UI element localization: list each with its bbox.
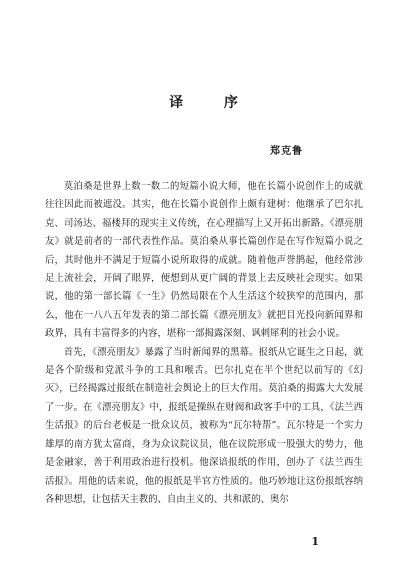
body-text — [45, 178, 363, 509]
paragraph: 首先，《漂亮朋友》暴露了当时新闻界的黑幕。报纸从它诞生之日起，就是各个阶级和党派斗争的工具和喉舌。巴尔扎克在半个世纪以前写的《幻灭》，已经揭露过报纸在制造社会舆论上的巨大作用。莫泊桑的揭露大大发展了一步。在《漂亮朋友》中，报纸是操纵在财阀和政客手中的工具，《法兰西生活报》的后台老板是一批众议员，被称为“瓦尔特帮”。瓦尔特是一个实力雄厚的南方犹太富商，身为众议院议员，他在议院形成一股强大的势力，他是金融家，善于利用政治进行投机。他深谙报纸的作用，创办了《法兰西生活报》。用他的话来说，他的报纸是半官方性质的。他巧妙地让这份报纸容纳各种思想，让包括天主教的、自由主义的、共和派的、奥尔 — [45, 346, 363, 505]
paragraph: 莫泊桑是世界上数一数二的短篇小说大师，他在长篇小说创作上的成就往往因此而被遮没。其实，他在长篇小说创作上颇有建树：他继承了巴尔扎克、司汤达、福楼拜的现实主义传统，在心理描写上又开拓出新路。《漂亮朋友》就是前者的一部代表性作品。莫泊桑从事长篇创作是在写作短篇小说之后，其时他并不满足于短篇小说所取得的成就。随着他声誉鹊起，他经常涉足上流社会，开阔了眼界，便想到从更广阔的背景上去反映社会现实。如果说，他的第一部长篇《一生》仍然局限在个人生活这个较狭窄的范围内，那么，他在一八八五年发表的第二部长篇《漂亮朋友》就把目光投向新闻界和政界，具有丰富得多的内容，堪称一部揭露深刻、讽刺犀利的社会小说。 — [45, 181, 363, 340]
page-title: 译 序 — [169, 95, 256, 111]
page-number: 1 — [311, 535, 319, 548]
translator-name: 郑克鲁 — [270, 146, 303, 157]
